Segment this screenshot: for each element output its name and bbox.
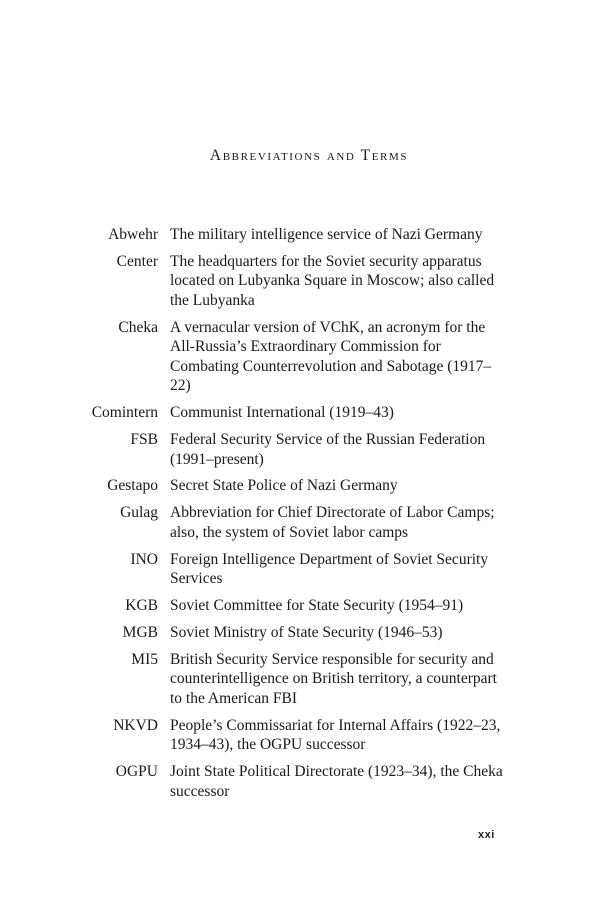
- term: Comintern: [91, 404, 158, 422]
- term: INO: [130, 550, 158, 568]
- term: Center: [116, 252, 158, 270]
- abbreviation-entry-ogpu: [0, 762, 600, 801]
- definition: The headquarters for the Soviet security apparatus located on Lubyanka Square in Moscow; also called the Lubyanka: [170, 252, 495, 309]
- term: Gulag: [120, 504, 158, 522]
- term: Gestapo: [107, 477, 158, 495]
- definition: Soviet Committee for State Security (1954–91): [170, 597, 464, 615]
- term: MI5: [131, 650, 158, 668]
- definition: Communist International (1919–43): [170, 404, 394, 422]
- definition: Abbreviation for Chief Directorate of Labor Camps; also, the system of Soviet labor camps: [170, 504, 495, 541]
- term: Cheka: [118, 318, 158, 336]
- abbreviation-entry-fsb: [0, 430, 600, 469]
- term: NKVD: [113, 716, 158, 734]
- definition: Foreign Intelligence Department of Soviet Security Services: [170, 550, 489, 588]
- abbreviation-entry-gestapo: [0, 476, 600, 496]
- page-number: xxi: [478, 829, 495, 841]
- abbreviation-entry-cheka: [0, 318, 600, 396]
- term: Abwehr: [108, 226, 158, 243]
- abbreviation-entry-mgb: [0, 623, 600, 643]
- term: FSB: [130, 431, 158, 449]
- abbreviations-list: [0, 225, 600, 809]
- definition: People’s Commissariat for Internal Affairs (1922–23, 1934–43), the OGPU successor: [170, 716, 501, 754]
- definition: The military intelligence service of Nazi Germany: [170, 226, 483, 243]
- definition: Federal Security Service of the Russian Federation (1991–present): [170, 431, 486, 468]
- abbreviation-entry-ino: [0, 550, 600, 589]
- abbreviation-entry-kgb: [0, 596, 600, 616]
- term: KGB: [125, 597, 158, 615]
- abbreviation-entry-mi5: [0, 650, 600, 709]
- definition: Secret State Police of Nazi Germany: [170, 477, 398, 495]
- definition: A vernacular version of VChK, an acronym for the All-Russia’s Extraordinary Commission for Combating Counterrevolution and Sabotage (1917–22): [170, 318, 492, 395]
- term: OGPU: [115, 763, 158, 781]
- definition: Soviet Ministry of State Security (1946–53): [170, 624, 443, 642]
- abbreviation-entry-abwehr: [0, 225, 600, 245]
- abbreviation-entry-center: [0, 252, 600, 311]
- definition: British Security Service responsible for security and counterintelligence on British territory, a counterpart to the American FBI: [170, 650, 497, 707]
- abbreviation-entry-nkvd: [0, 716, 600, 755]
- page-heading: Abbreviations and Terms: [209, 147, 409, 164]
- abbreviation-entry-comintern: [0, 403, 600, 423]
- abbreviation-entry-gulag: [0, 503, 600, 542]
- definition: Joint State Political Directorate (1923–34), the Cheka successor: [170, 763, 503, 800]
- term: MGB: [122, 624, 158, 642]
